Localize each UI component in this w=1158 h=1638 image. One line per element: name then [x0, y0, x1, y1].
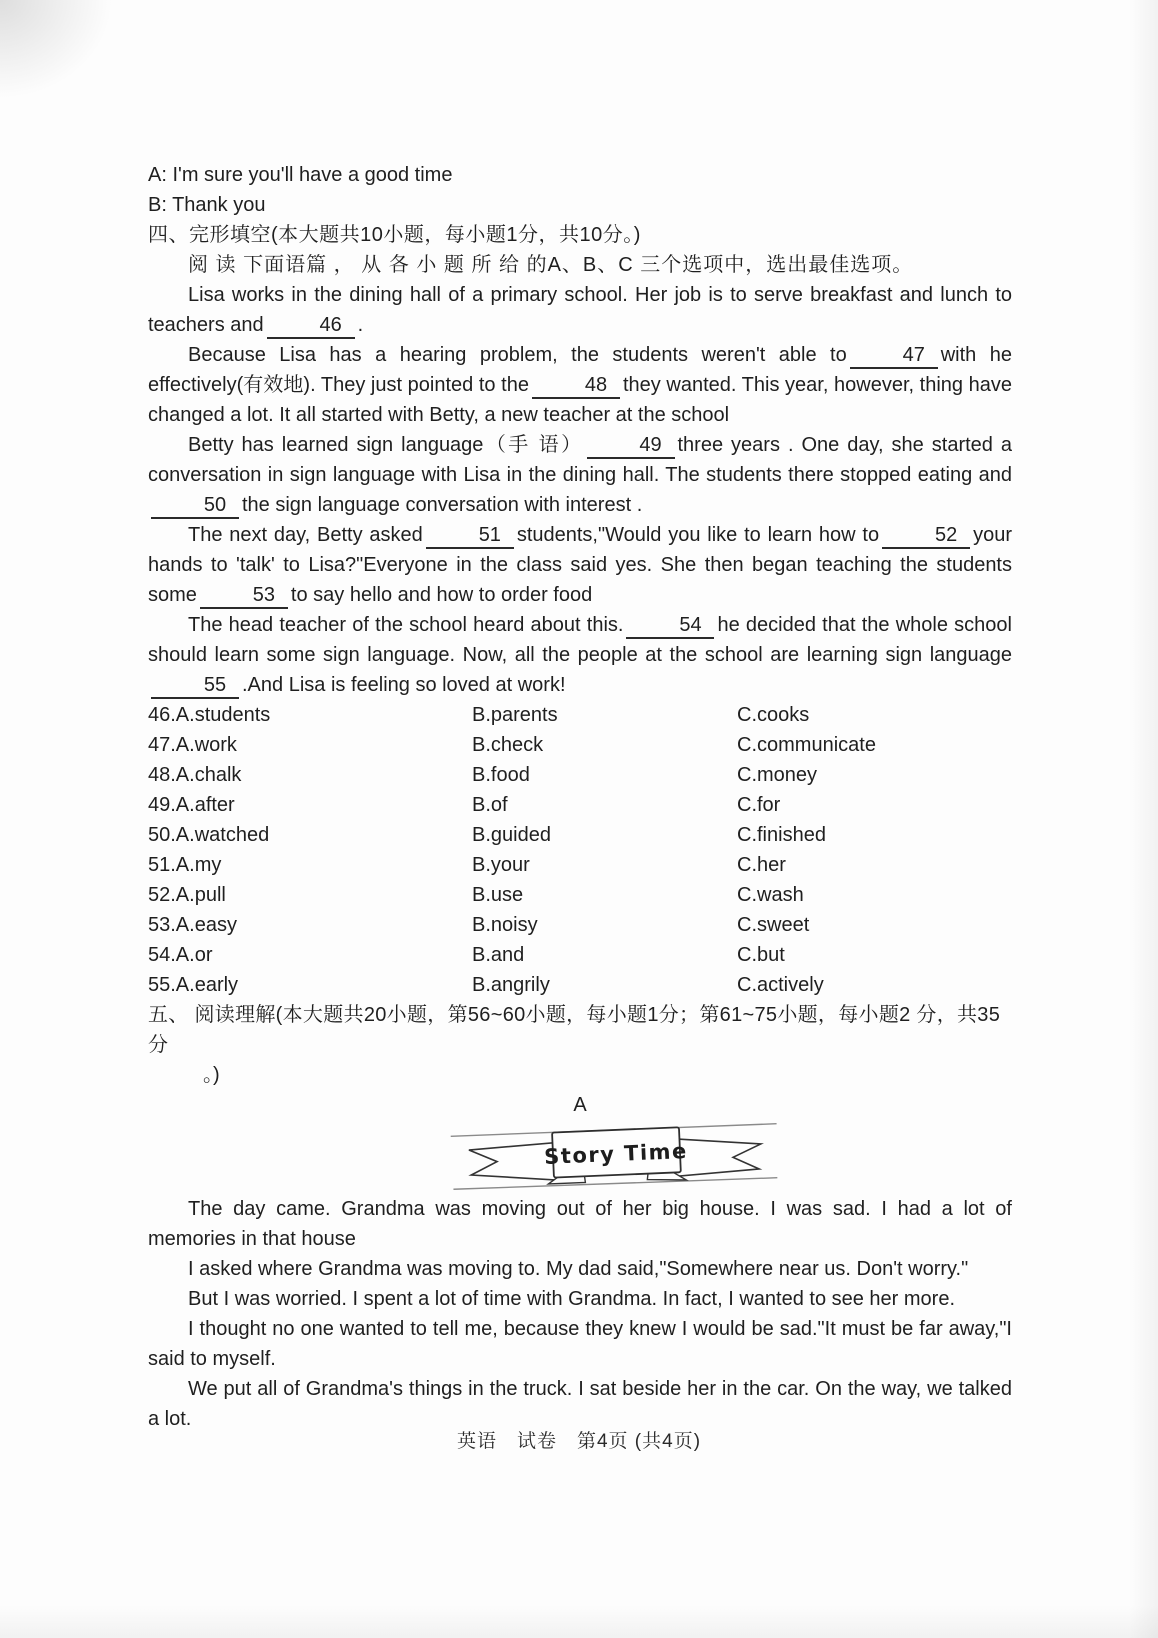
- option-50-c: C.finished: [737, 824, 826, 846]
- option-52-c: C.wash: [737, 884, 804, 906]
- option-row-51: [148, 850, 1012, 880]
- option-49-c: C.for: [737, 794, 781, 816]
- section5-heading-continuation: 。): [203, 1064, 220, 1086]
- page-content: [148, 160, 1012, 1434]
- option-row-52: [148, 880, 1012, 910]
- option-53-b: B.noisy: [472, 914, 538, 936]
- option-51-a: 51.A.my: [148, 854, 222, 876]
- cloze-paragraph-3: Betty has learned sign language（手 语） 49 three years . One day, she started a conversation in sign language with Lisa in the dining hall. The students there stopped eating and50 the sign language conversation with interest .: [148, 430, 1012, 520]
- ribbon-banner-illustration: [449, 1120, 780, 1191]
- option-49-b: B.of: [472, 794, 508, 816]
- option-47-c: C.communicate: [737, 734, 876, 756]
- option-54-b: B.and: [472, 944, 525, 966]
- cloze-blank-52: 52: [882, 523, 970, 549]
- option-51-c: C.her: [737, 854, 786, 876]
- page-footer: 英语 试卷 第4页 (共4页): [456, 1431, 702, 1452]
- cloze-blank-54: 54: [626, 613, 714, 639]
- option-row-54: [148, 940, 1012, 970]
- option-row-50: [148, 820, 1012, 850]
- option-54-c: C.but: [737, 944, 785, 966]
- option-49-a: 49.A.after: [148, 794, 235, 816]
- option-48-a: 48.A.chalk: [148, 764, 242, 786]
- cloze-blank-53: 53: [200, 583, 288, 609]
- option-50-a: 50.A.watched: [148, 824, 270, 846]
- reading-paragraph-1: The day came. Grandma was moving out of her big house. I was sad. I had a lot of memories in that house: [148, 1198, 1012, 1250]
- option-row-46: [148, 700, 1012, 730]
- option-46-b: B.parents: [472, 704, 558, 726]
- cloze-blank-50: 50: [151, 493, 239, 519]
- story-time-banner: [449, 1120, 780, 1191]
- option-row-55: [148, 970, 1012, 1000]
- option-53-c: C.sweet: [737, 914, 810, 936]
- reading-paragraph-5: We put all of Grandma's things in the truck. I sat beside her in the car. On the way, we talked a lot.: [148, 1378, 1012, 1430]
- option-55-b: B.angrily: [472, 974, 550, 996]
- dialogue-line-b: B: Thank you: [148, 194, 266, 216]
- option-53-a: 53.A.easy: [148, 914, 237, 936]
- section4-instruction: 阅 读 下面语篇 ， 从 各 小 题 所 给 的A、B、C 三个选项中，选出最佳选项。: [188, 254, 914, 276]
- cloze-blank-46: 46: [267, 313, 355, 339]
- dialogue-line-a: A: I'm sure you'll have a good time: [148, 164, 453, 186]
- cloze-blank-55: 55: [151, 673, 239, 699]
- option-52-b: B.use: [472, 884, 524, 906]
- option-48-b: B.food: [472, 764, 530, 786]
- cloze-paragraph-2: Because Lisa has a hearing problem, the students weren't able to 47 with he effectively(有效地). They just pointed to the 48 they wanted. This year, however, thing have changed a lot. It all started with Betty, a new teacher at the school: [148, 344, 1013, 426]
- section5-heading: 五、 阅读理解(本大题共20小题，第56~60小题，每小题1分；第61~75小题，每小题2 分，共35分: [148, 1004, 1001, 1056]
- option-54-a: 54.A.or: [148, 944, 213, 966]
- banner-text: Story Time: [543, 1138, 689, 1169]
- option-row-49: [148, 790, 1012, 820]
- reading-paragraph-3: But I was worried. I spent a lot of time with Grandma. In fact, I wanted to see her more.: [188, 1288, 956, 1310]
- option-50-b: B.guided: [472, 824, 551, 846]
- option-48-c: C.money: [737, 764, 818, 786]
- cloze-paragraph-4: The next day, Betty asked 51 students,"Would you like to learn how to 52 your hands to 'talk' to Lisa?"Everyone in the class said yes. She then began teaching the students some 53 to say hello and how to order food: [148, 520, 1012, 610]
- reading-paragraph-4: I thought no one wanted to tell me, because they knew I would be sad."It must be far away,"I said to myself.: [148, 1318, 1012, 1370]
- option-row-53: [148, 910, 1012, 940]
- option-55-c: C.actively: [737, 974, 824, 996]
- cloze-blank-49: 49: [587, 433, 675, 459]
- option-row-48: [148, 760, 1012, 790]
- cloze-options-table: [148, 700, 1012, 1000]
- ribbon-center-box: [543, 1127, 688, 1178]
- cloze-blank-51: 51: [426, 523, 514, 549]
- banner-bottom-rule: [453, 1178, 777, 1190]
- option-46-c: C.cooks: [737, 704, 810, 726]
- option-47-b: B.check: [472, 734, 544, 756]
- option-51-b: B.your: [472, 854, 530, 876]
- option-52-a: 52.A.pull: [148, 884, 226, 906]
- cloze-blank-48: 48: [532, 373, 620, 399]
- section4-heading: 四、完形填空(本大题共10小题，每小题1分，共10分。): [148, 224, 641, 246]
- reading-paragraph-2: I asked where Grandma was moving to. My dad said,"Somewhere near us. Don't worry.": [188, 1258, 969, 1280]
- option-row-47: [148, 730, 1012, 760]
- passage-label-a: A: [573, 1094, 587, 1116]
- cloze-paragraph-1: Lisa works in the dining hall of a primary school. Her job is to serve breakfast and lunch to teachers and 46 .: [148, 280, 1012, 340]
- option-47-a: 47.A.work: [148, 734, 237, 756]
- cloze-paragraph-5: The head teacher of the school heard about this. 54 he decided that the whole school should learn some sign language. Now, all the people at the school are learning sign language 55 .And Lisa is feeling so loved at work!: [148, 610, 1012, 700]
- option-46-a: 46.A.students: [148, 704, 271, 726]
- cloze-blank-47: 47: [850, 343, 938, 369]
- option-55-a: 55.A.early: [148, 974, 239, 996]
